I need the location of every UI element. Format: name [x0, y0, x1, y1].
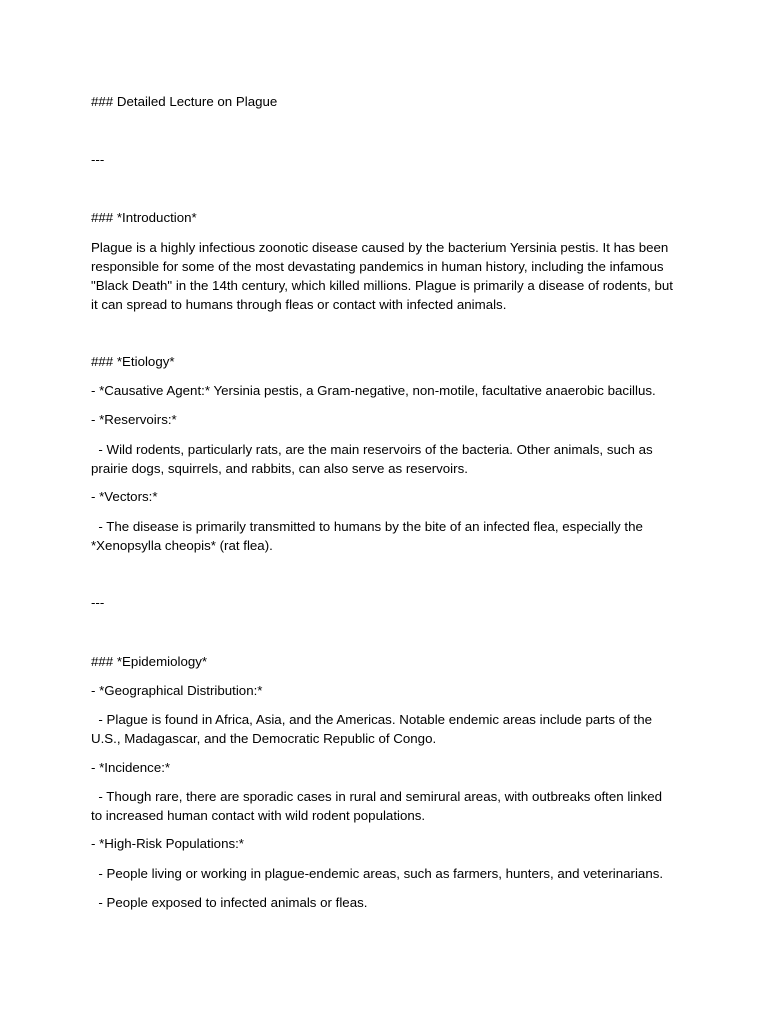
geographical-distribution-text: - Plague is found in Africa, Asia, and the Americas. Notable endemic areas include parts of the U.S., Madagascar, and the Democratic Republic of Congo.: [91, 712, 656, 746]
reservoirs-label: - *Reservoirs:*: [91, 412, 177, 427]
vectors-text: - The disease is primarily transmitted to humans by the bite of an infected flea, especially the *Xenopsylla cheopis* (rat flea).: [91, 519, 647, 553]
incidence-text: - Though rare, there are sporadic cases in rural and semirural areas, with outbreaks often linked to increased human contact with wild rodent populations.: [91, 789, 666, 823]
geographical-distribution-label: - *Geographical Distribution:*: [91, 683, 263, 698]
high-risk-populations-item: - People living or working in plague-endemic areas, such as farmers, hunters, and veterinarians.: [91, 866, 664, 881]
high-risk-populations-label: - *High-Risk Populations:*: [91, 836, 244, 851]
separator: ---: [91, 152, 105, 167]
epidemiology-heading: ### *Epidemiology*: [91, 654, 208, 669]
incidence-label: - *Incidence:*: [91, 760, 171, 775]
etiology-heading: ### *Etiology*: [91, 354, 175, 369]
introduction-paragraph: Plague is a highly infectious zoonotic disease caused by the bacterium Yersinia pestis. It has been responsible for some of the most devastating pandemics in human history, including the infamous "Black Death" in the 14th century, which killed millions. Plague is primarily a disease of rodents, but it can spread to humans through fleas or contact with infected animals.: [91, 240, 673, 312]
reservoirs-text: - Wild rodents, particularly rats, are the main reservoirs of the bacteria. Other animals, such as prairie dogs, squirrels, and rabbits, can also serve as reservoirs.: [91, 442, 657, 476]
document-title: ### Detailed Lecture on Plague: [91, 94, 278, 109]
vectors-label: - *Vectors:*: [91, 489, 158, 504]
high-risk-populations-item: - People exposed to infected animals or fleas.: [91, 895, 368, 910]
separator: ---: [91, 595, 105, 610]
introduction-heading: ### *Introduction*: [91, 210, 197, 225]
causative-agent-item: - *Causative Agent:* Yersinia pestis, a Gram-negative, non-motile, facultative anaerobic bacillus.: [91, 383, 656, 398]
